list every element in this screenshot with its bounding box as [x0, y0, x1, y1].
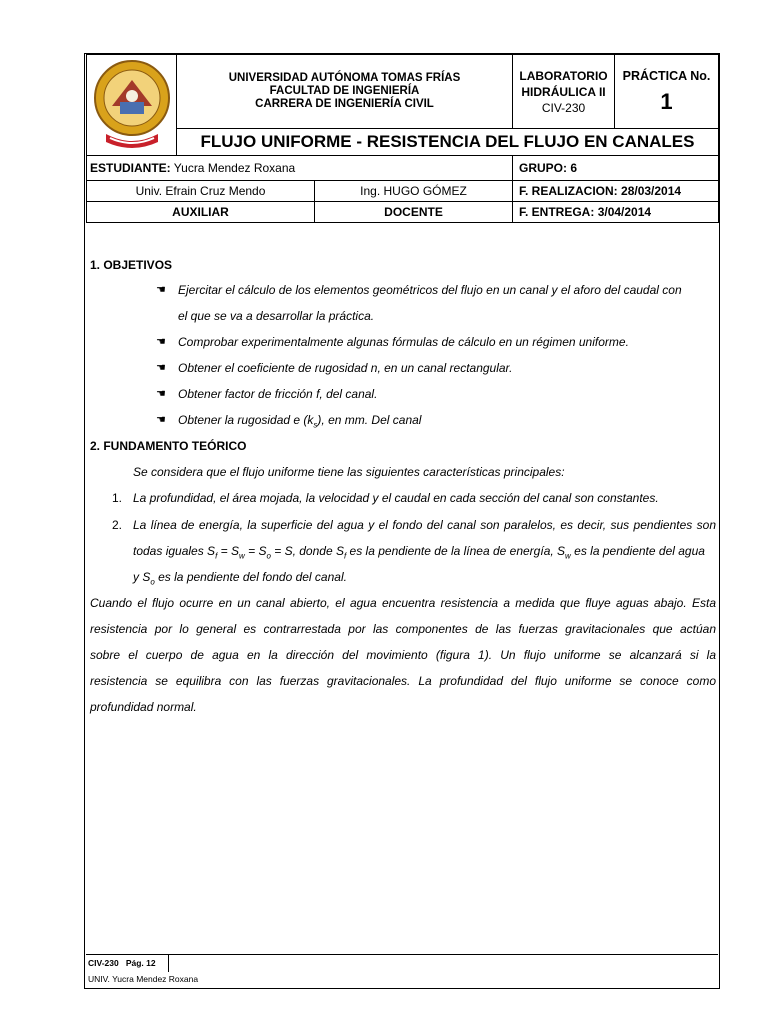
text-span: todas iguales S — [133, 544, 216, 558]
group-cell — [513, 156, 719, 181]
student-cell — [87, 156, 513, 181]
text-span: es la pendiente de la línea de energía, S — [346, 544, 566, 558]
fundamento-item-1: La profundidad, el área mojada, la velocidad y el caudal en cada sección del canal son constantes. — [133, 491, 659, 505]
objetivo-item-5-a: Obtener la rugosidad e (k — [178, 413, 314, 427]
university-seal-icon — [92, 56, 172, 150]
auxiliar-name: Univ. Efrain Cruz Mendo — [87, 181, 315, 202]
footer-rule — [86, 954, 718, 955]
lab-line-2: HIDRÁULICA II — [521, 84, 606, 99]
text-span: es la pendiente del fondo del canal. — [154, 570, 347, 584]
subscript-o: o — [266, 551, 271, 561]
objetivos-heading: 1. OBJETIVOS — [90, 258, 173, 272]
header-table — [86, 54, 719, 223]
realizacion-date: 28/03/2014 — [621, 184, 682, 198]
footer-code-page — [88, 958, 156, 968]
entrega-date: 3/04/2014 — [597, 205, 652, 219]
practice-label: PRÁCTICA No. — [622, 68, 711, 83]
student-label: ESTUDIANTE: — [90, 161, 171, 175]
bullet-icon: ☚ — [156, 388, 166, 400]
subscript-o: o — [150, 577, 155, 587]
objetivo-item-1-cont: el que se va a desarrollar la práctica. — [178, 309, 375, 323]
footer-author: UNIV. Yucra Mendez Roxana — [88, 974, 199, 984]
subscript-w: w — [565, 551, 571, 561]
subscript-w: w — [238, 551, 245, 561]
subscript-f: f — [343, 551, 347, 561]
practice-cell — [615, 55, 719, 129]
fundamento-heading: 2. FUNDAMENTO TEÓRICO — [90, 439, 247, 453]
footer-code: CIV-230 — [88, 958, 119, 968]
text-span: y S — [133, 570, 151, 584]
bullet-icon: ☚ — [156, 336, 166, 348]
objetivo-item-5 — [178, 413, 421, 429]
bullet-icon: ☚ — [156, 414, 166, 426]
docente-name: Ing. HUGO GÓMEZ — [315, 181, 513, 202]
group-label: GRUPO: — [519, 161, 567, 175]
objetivo-item-3: Obtener el coeficiente de rugosidad n, en un canal rectangular. — [178, 361, 513, 375]
footer-divider — [168, 954, 169, 972]
objetivo-item-5-sub: s — [313, 420, 318, 430]
entrega-cell — [513, 202, 719, 223]
paragraph-line-4: resistencia se equilibra con las fuerzas gravitacionales. La profundidad del flujo uniforme se conoce como — [90, 674, 716, 688]
fundamento-item-2-number: 2. — [112, 518, 123, 532]
paragraph-line-3: sobre el cuerpo de agua en la dirección del movimiento (figura 1). Un flujo uniforme se alcanzará si la — [90, 648, 716, 662]
bullet-icon: ☚ — [156, 362, 166, 374]
fundamento-item-2-line-2 — [133, 544, 705, 560]
university-names — [177, 55, 513, 129]
practice-number: 1 — [660, 88, 673, 114]
university-logo — [87, 55, 177, 156]
lab-line-3: CIV-230 — [541, 100, 586, 115]
text-span: es la pendiente del agua — [570, 544, 705, 558]
career-name: CARRERA DE INGENIERÍA CIVIL — [255, 98, 434, 110]
entrega-label: F. ENTREGA: — [519, 205, 595, 219]
fundamento-item-2-line-1: La línea de energía, la superficie del agua y el fondo del canal son paralelos, es decir, sus pendientes son — [133, 518, 716, 532]
group-value: 6 — [570, 161, 578, 175]
subscript-f: f — [215, 551, 218, 561]
auxiliar-role: AUXILIAR — [87, 202, 315, 223]
text-span: = S — [244, 544, 267, 558]
realizacion-label: F. REALIZACION: — [519, 184, 618, 198]
text-span: = S — [217, 544, 239, 558]
realizacion-cell — [513, 181, 719, 202]
paragraph-line-1: Cuando el flujo ocurre en un canal abierto, el agua encuentra resistencia a medida que fluye aguas abajo. Esta — [90, 596, 716, 610]
fundamento-intro: Se considera que el flujo uniforme tiene las siguientes características principales: — [133, 465, 565, 479]
paragraph-line-2: resistencia por lo general es contrarrestada por las componentes de las fuerzas gravitacionales que actúan — [90, 622, 716, 636]
footer-page: Pág. 12 — [125, 958, 156, 968]
bullet-icon: ☚ — [156, 284, 166, 296]
document-title: FLUJO UNIFORME - RESISTENCIA DEL FLUJO EN CANALES — [177, 129, 719, 156]
objetivo-item-4: Obtener factor de fricción f, del canal. — [178, 387, 378, 401]
fundamento-item-2-line-3 — [133, 570, 347, 586]
paragraph-line-5: profundidad normal. — [90, 700, 197, 714]
faculty-name: FACULTAD DE INGENIERÍA — [269, 85, 420, 97]
university-name: UNIVERSIDAD AUTÓNOMA TOMAS FRÍAS — [228, 72, 461, 84]
laboratory-cell — [513, 55, 615, 129]
docente-role: DOCENTE — [315, 202, 513, 223]
header-block — [86, 54, 718, 223]
lab-line-1: LABORATORIO — [519, 68, 608, 83]
objetivo-item-5-b: ), en mm. Del canal — [317, 413, 422, 427]
objetivo-item-2: Comprobar experimentalmente algunas fórmulas de cálculo en un régimen uniforme. — [178, 335, 629, 349]
student-name: Yucra Mendez Roxana — [173, 161, 296, 175]
objetivo-item-1: Ejercitar el cálculo de los elementos geométricos del flujo en un canal y el aforo del caudal con — [178, 283, 682, 297]
fundamento-item-1-number: 1. — [112, 491, 123, 505]
text-span: = S, donde S — [270, 544, 344, 558]
